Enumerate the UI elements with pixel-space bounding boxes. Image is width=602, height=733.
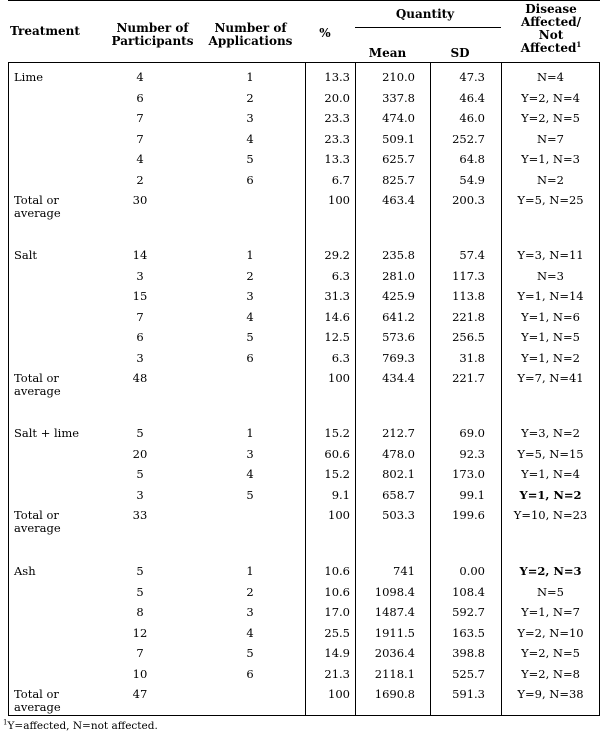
disease-cell: Y=2, N=5	[521, 646, 580, 660]
total-label: Total or average	[14, 371, 61, 398]
treatment-name: Lime	[14, 70, 44, 84]
percent-cell: 12.5	[324, 330, 350, 344]
footnote-marker: 1	[576, 40, 582, 49]
applications-cell: 3	[246, 289, 254, 303]
header-quantity: Quantity	[395, 7, 455, 21]
participants-cell: 6	[136, 90, 144, 105]
column-divider	[599, 62, 600, 715]
total-sd: 199.6	[452, 508, 485, 522]
participants-cell: 5	[136, 467, 144, 481]
bottom-rule	[8, 715, 600, 716]
column-divider	[430, 62, 431, 715]
total-percent: 100	[328, 371, 350, 385]
applications-cell: 2	[246, 584, 254, 599]
mean-cell: 802.1	[382, 467, 415, 481]
participants-cell: 8	[136, 605, 144, 619]
total-label: Total or average	[14, 687, 61, 714]
disease-cell: N=2	[536, 172, 564, 187]
column-divider	[8, 62, 9, 715]
percent-cell: 29.2	[324, 248, 350, 262]
participants-cell: 3	[136, 350, 144, 365]
participants-cell: 7	[136, 111, 144, 125]
total-participants: 33	[132, 508, 148, 522]
sd-cell: 252.7	[452, 131, 485, 146]
column-divider	[305, 62, 306, 715]
sd-cell: 398.8	[452, 646, 485, 660]
disease-cell: Y=1, N=4	[521, 467, 580, 481]
total-percent: 100	[328, 193, 350, 207]
quantity-underline	[355, 27, 501, 28]
percent-cell: 17.0	[324, 605, 350, 619]
treatment-name: Salt	[14, 248, 38, 262]
applications-cell: 1	[246, 248, 254, 262]
disease-cell: Y=2, N=5	[521, 111, 580, 125]
disease-cell: Y=5, N=15	[517, 446, 584, 461]
mean-cell: 1098.4	[374, 584, 415, 599]
applications-cell: 3	[246, 446, 254, 461]
percent-cell: 15.2	[324, 467, 350, 481]
disease-cell: Y=2, N=10	[517, 625, 584, 640]
percent-cell: 10.6	[324, 564, 350, 578]
sd-cell: 163.5	[452, 625, 485, 640]
disease-cell: Y=1, N=6	[521, 309, 580, 324]
applications-cell: 3	[246, 111, 254, 125]
disease-cell: Y=3, N=2	[521, 426, 580, 440]
sd-cell: 31.8	[459, 350, 485, 365]
applications-cell: 2	[246, 90, 254, 105]
participants-cell: 6	[136, 330, 144, 344]
disease-cell: N=4	[536, 70, 564, 84]
percent-cell: 15.2	[324, 426, 350, 440]
total-percent: 100	[328, 687, 350, 701]
sd-cell: 221.8	[452, 309, 485, 324]
mean-cell: 509.1	[382, 131, 415, 146]
applications-cell: 1	[246, 426, 254, 440]
sd-cell: 117.3	[452, 268, 485, 283]
percent-cell: 20.0	[324, 90, 350, 105]
treatment-name: Salt + lime	[14, 426, 80, 440]
sd-cell: 113.8	[452, 289, 485, 303]
applications-cell: 5	[246, 487, 254, 502]
disease-cell: Y=1, N=7	[521, 605, 580, 619]
percent-cell: 23.3	[324, 111, 350, 125]
mean-cell: 825.7	[382, 172, 415, 187]
percent-cell: 21.3	[324, 666, 350, 681]
sd-cell: 46.0	[459, 111, 485, 125]
percent-cell: 60.6	[324, 446, 350, 461]
total-label: Total or average	[14, 193, 61, 220]
participants-cell: 5	[136, 584, 144, 599]
mean-cell: 425.9	[382, 289, 415, 303]
total-label: Total or average	[14, 508, 61, 535]
participants-cell: 5	[136, 426, 144, 440]
mean-cell: 212.7	[382, 426, 415, 440]
total-participants: 47	[132, 687, 148, 701]
mean-cell: 2036.4	[374, 646, 415, 660]
column-divider	[355, 62, 356, 715]
percent-cell: 31.3	[324, 289, 350, 303]
participants-cell: 7	[136, 131, 144, 146]
participants-cell: 3	[136, 487, 144, 502]
disease-cell: Y=1, N=5	[521, 330, 580, 344]
participants-cell: 3	[136, 268, 144, 283]
mean-cell: 573.6	[382, 330, 415, 344]
percent-cell: 13.3	[324, 152, 350, 166]
mean-cell: 625.7	[382, 152, 415, 166]
total-disease: Y=10, N=23	[513, 508, 588, 522]
percent-cell: 6.3	[331, 350, 350, 365]
percent-cell: 6.3	[331, 268, 350, 283]
sd-cell: 54.9	[459, 172, 485, 187]
disease-cell: Y=2, N=3	[519, 564, 582, 578]
mean-cell: 741	[393, 564, 415, 578]
total-mean: 1690.8	[374, 687, 415, 701]
disease-cell: Y=1, N=2	[521, 350, 580, 365]
treatment-name: Ash	[14, 564, 36, 578]
mean-cell: 658.7	[382, 487, 415, 502]
mean-cell: 281.0	[382, 268, 415, 283]
percent-cell: 13.3	[324, 70, 350, 84]
participants-cell: 12	[132, 625, 148, 640]
top-rule	[8, 0, 600, 1]
sd-cell: 46.4	[459, 90, 485, 105]
mean-cell: 1487.4	[374, 605, 415, 619]
mean-cell: 1911.5	[374, 625, 415, 640]
percent-cell: 14.9	[324, 646, 350, 660]
footnote-text: Y=affected, N=not affected.	[7, 720, 158, 732]
percent-cell: 9.1	[331, 487, 350, 502]
total-disease: Y=5, N=25	[517, 193, 584, 207]
disease-cell: Y=1, N=14	[517, 289, 584, 303]
disease-cell: Y=3, N=11	[517, 248, 584, 262]
total-mean: 434.4	[382, 371, 415, 385]
header-participants: Number of Participants	[111, 21, 194, 48]
participants-cell: 2	[136, 172, 144, 187]
footnote-marker: 1	[3, 718, 8, 727]
applications-cell: 4	[246, 467, 254, 481]
total-disease: Y=7, N=41	[517, 371, 584, 385]
sd-cell: 592.7	[452, 605, 485, 619]
mean-cell: 474.0	[382, 111, 415, 125]
applications-cell: 4	[246, 131, 254, 146]
participants-cell: 4	[136, 152, 144, 166]
header-percent: %	[319, 26, 331, 40]
percent-cell: 25.5	[324, 625, 350, 640]
sd-cell: 525.7	[452, 666, 485, 681]
disease-cell: N=3	[536, 268, 564, 283]
percent-cell: 14.6	[324, 309, 350, 324]
disease-cell: Y=1, N=3	[521, 152, 580, 166]
header-rule	[8, 62, 600, 63]
mean-cell: 478.0	[382, 446, 415, 461]
applications-cell: 6	[246, 350, 254, 365]
disease-cell: Y=1, N=2	[519, 487, 582, 502]
participants-cell: 5	[136, 564, 144, 578]
mean-cell: 769.3	[382, 350, 415, 365]
sd-cell: 0.00	[459, 564, 485, 578]
participants-cell: 4	[136, 70, 144, 84]
sd-cell: 57.4	[459, 248, 485, 262]
total-participants: 48	[132, 371, 148, 385]
sd-cell: 173.0	[452, 467, 485, 481]
total-sd: 221.7	[452, 371, 485, 385]
participants-cell: 14	[132, 248, 148, 262]
total-sd: 200.3	[452, 193, 485, 207]
applications-cell: 5	[246, 330, 254, 344]
total-sd: 591.3	[452, 687, 485, 701]
mean-cell: 337.8	[382, 90, 415, 105]
percent-cell: 23.3	[324, 131, 350, 146]
applications-cell: 4	[246, 309, 254, 324]
header-disease	[508, 3, 594, 55]
applications-cell: 2	[246, 268, 254, 283]
header-mean: Mean	[368, 46, 407, 60]
column-divider	[501, 62, 502, 715]
mean-cell: 235.8	[382, 248, 415, 262]
total-disease: Y=9, N=38	[517, 687, 584, 701]
total-participants: 30	[132, 193, 148, 207]
applications-cell: 5	[246, 646, 254, 660]
participants-cell: 15	[132, 289, 148, 303]
disease-cell: N=7	[536, 131, 564, 146]
mean-cell: 2118.1	[374, 666, 415, 681]
header-treatment: Treatment	[10, 24, 80, 38]
disease-cell: Y=2, N=4	[521, 90, 580, 105]
participants-cell: 20	[132, 446, 148, 461]
mean-cell: 641.2	[382, 309, 415, 324]
applications-cell: 6	[246, 172, 254, 187]
header-sd: SD	[450, 46, 470, 60]
participants-cell: 10	[132, 666, 148, 681]
participants-cell: 7	[136, 309, 144, 324]
percent-cell: 6.7	[331, 172, 350, 187]
disease-cell: Y=2, N=8	[521, 666, 580, 681]
sd-cell: 64.8	[459, 152, 485, 166]
applications-cell: 5	[246, 152, 254, 166]
sd-cell: 108.4	[452, 584, 485, 599]
sd-cell: 92.3	[459, 446, 485, 461]
mean-cell: 210.0	[382, 70, 415, 84]
total-mean: 463.4	[382, 193, 415, 207]
applications-cell: 6	[246, 666, 254, 681]
applications-cell: 4	[246, 625, 254, 640]
applications-cell: 3	[246, 605, 254, 619]
total-mean: 503.3	[382, 508, 415, 522]
sd-cell: 256.5	[452, 330, 485, 344]
header-disease-text: Disease Affected/ Not Affected	[520, 2, 582, 55]
total-percent: 100	[328, 508, 350, 522]
disease-cell: N=5	[536, 584, 564, 599]
sd-cell: 47.3	[459, 70, 485, 84]
sd-cell: 69.0	[459, 426, 485, 440]
participants-cell: 7	[136, 646, 144, 660]
percent-cell: 10.6	[324, 584, 350, 599]
footnote	[3, 720, 158, 732]
header-applications: Number of Applications	[208, 21, 293, 48]
applications-cell: 1	[246, 70, 254, 84]
applications-cell: 1	[246, 564, 254, 578]
sd-cell: 99.1	[459, 487, 485, 502]
